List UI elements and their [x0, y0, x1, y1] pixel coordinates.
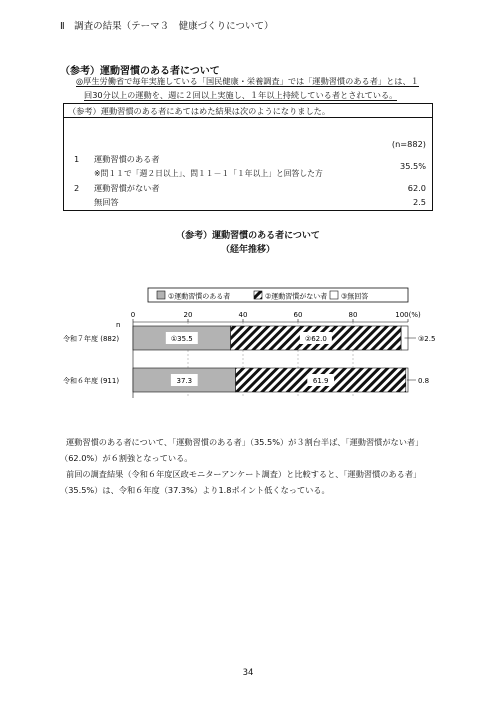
- paragraph-2: （62.0%）が６割強となっている。: [60, 453, 193, 463]
- category-label-1: 令和７年度 (882): [63, 335, 120, 343]
- legend-swatch-3: [330, 291, 338, 299]
- legend-swatch-2: [254, 291, 262, 299]
- legend-swatch-1: [157, 291, 165, 299]
- reference-box-heading: （参考）運動習慣のある者にあてはめた結果は次のようになりました。: [64, 104, 432, 118]
- x-tick-label-3: 60: [293, 311, 303, 319]
- row-1-note: ※問１１で「週２日以上」、問１１－１「１年以上」と回答した方: [94, 169, 323, 178]
- x-tick-label-2: 40: [238, 311, 248, 319]
- legend-label-1: ①運動習慣のある者: [168, 292, 231, 301]
- paragraph-3: 前回の調査結果（令和６年度区政モニターアンケート調査）と比較すると、「運動習慣のある者」: [66, 469, 422, 479]
- reference-box: [63, 103, 433, 211]
- intro-line-2: [84, 90, 397, 101]
- intro-text-1: ◎厚生労働省で毎年実施している「国民健康・栄養調査」では「運動習慣のある者」とは、１: [76, 76, 419, 86]
- category-label-2: 令和６年度 (911): [63, 377, 120, 385]
- n-label: n: [116, 321, 121, 329]
- row-2-value: 62.0: [407, 183, 426, 193]
- row-1-num: 1: [74, 154, 80, 164]
- x-tick-label-1: 20: [183, 311, 193, 319]
- row-2-num: 2: [74, 183, 80, 193]
- data-label-1-2: ②62.0: [304, 335, 327, 343]
- row-2-label: 運動習慣がない者: [94, 183, 160, 193]
- x-tick-label-0: 0: [130, 311, 136, 319]
- stacked-bar-chart: [0, 270, 496, 420]
- page-header: Ⅱ 調査の結果（テーマ３ 健康づくりについて）: [60, 21, 274, 32]
- data-label-1-1: ①35.5: [170, 335, 193, 343]
- data-label-1-3: ③2.5: [418, 335, 436, 343]
- chart-bars: [63, 326, 435, 392]
- row-1-label: 運動習慣のある者: [94, 154, 160, 164]
- intro-line-1: [76, 76, 419, 87]
- row-3-value: 2.5: [412, 197, 426, 207]
- page-number: 34: [242, 668, 254, 678]
- intro-text-2: 回30分以上の運動を、週に２回以上実施し、１年以上持続している者とされている。: [84, 90, 398, 100]
- data-label-2-3: 0.8: [418, 377, 430, 385]
- row-3-label: 無回答: [94, 197, 119, 207]
- section-title: （参考）運動習慣のある者について: [60, 66, 220, 77]
- row-1-value: 35.5%: [399, 161, 426, 171]
- paragraph-1: 運動習慣のある者について、「運動習慣のある者」（35.5%）が３割台半ば、「運動習慣がない者」: [66, 437, 424, 447]
- box-n-label: (n=882): [391, 139, 426, 149]
- chart-title-line-2: （経年推移）: [220, 245, 275, 255]
- data-label-2-2: 61.9: [312, 377, 329, 385]
- chart-legend: [148, 288, 408, 302]
- paragraph-4: （35.5%）は、令和６年度（37.3%）より1.8ポイント低くなっている。: [60, 485, 330, 495]
- legend-label-3: ③無回答: [341, 292, 369, 301]
- x-tick-label-4: 80: [348, 311, 358, 319]
- legend-label-2: ②運動習慣がない者: [265, 292, 328, 301]
- data-label-2-1: 37.3: [176, 377, 193, 385]
- chart-title-line-1: （参考）運動習慣のある者について: [176, 231, 320, 241]
- x-tick-label-5: 100(%): [395, 311, 421, 319]
